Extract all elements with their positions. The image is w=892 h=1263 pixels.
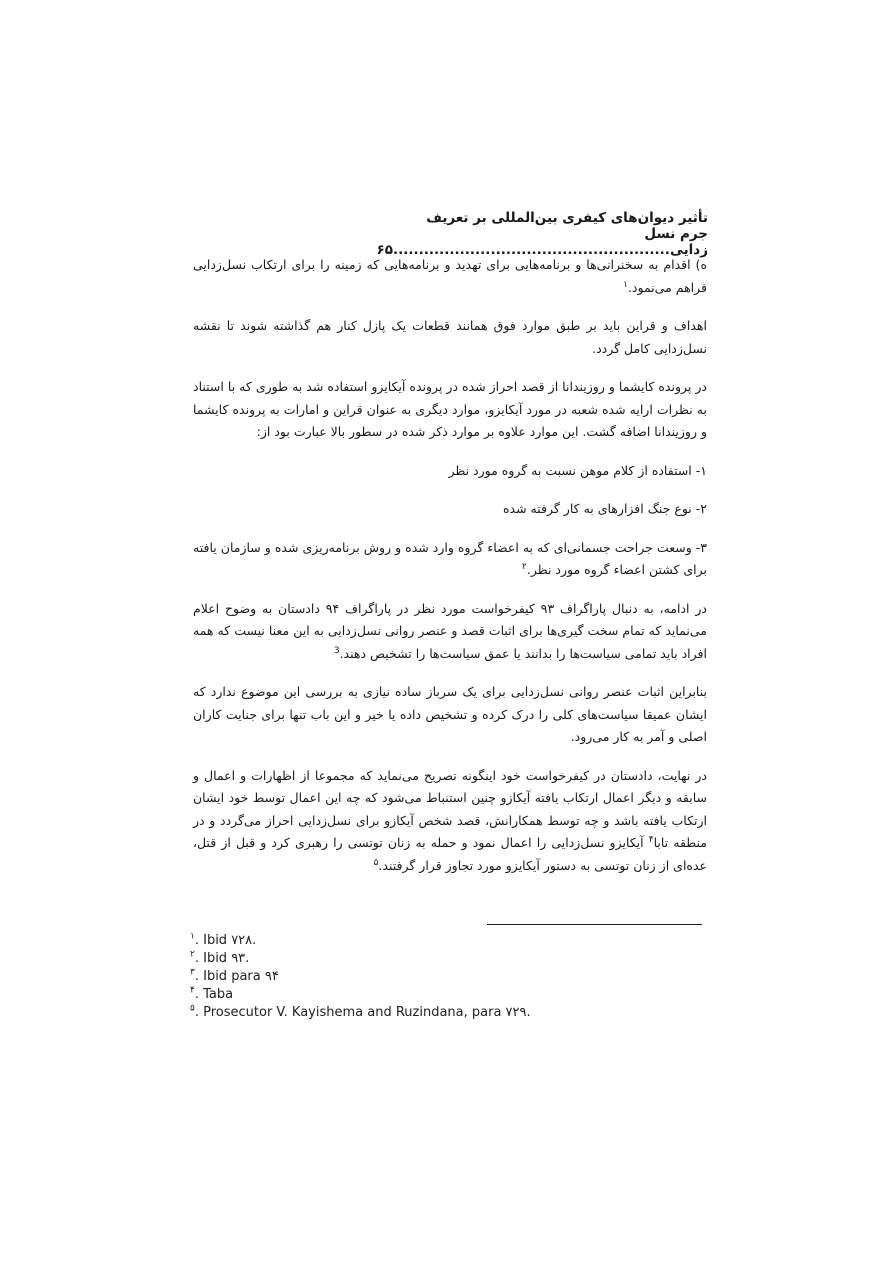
- page-number: ۶۵: [376, 242, 393, 258]
- paragraph-text-continued: آیکایزو نسل‌زدایی را اعمال نمود و حمله به زنان توتسی را رهبری کرد و قبل از قتل، عده‌ای از زنان توتسی به دستور آیکایزو مورد تجاوز قرار گرفتند.: [193, 835, 707, 873]
- paragraph-text: در نهایت، دادستان در کیفرخواست خود اینگونه تصریح می‌نماید که مجموعا از اظهارات و اعمال و سابقه و دیگر اعمال ارتکاب یافته آیکازو چنین استنباط می‌شود که چه این اعمال توسط خود ایشان ارتکاب یافته باشد و چه توسط همکارانش، قصد شخص آیکازو برای نسل‌زدایی احراز می‌گردد و در منطقه تابا: [193, 767, 708, 850]
- paragraph-text: ۳- وسعت جراحت جسمانی‌ای که به اعضاء گروه وارد شده و روش برنامه‌ریزی شده و سازمان یافته برای کشتن اعضاء گروه مورد نظر.: [193, 539, 707, 577]
- paragraph: [193, 598, 707, 666]
- footnote-ref[interactable]: ۵: [373, 857, 379, 868]
- footnote-text: . Prosecutor V. Kayishema and Ruzindana, para ۷۲۹.: [194, 1005, 531, 1020]
- footnote-mark: ۵: [190, 1003, 195, 1014]
- paragraph: [193, 315, 707, 360]
- paragraph-text: اهداف و قراین باید بر طبق موارد فوق همانند قطعات یک پازل کنار هم گذاشته شوند تا نقشه نسل‌زدایی کامل گردد.: [193, 318, 707, 356]
- footnote: [190, 950, 710, 968]
- footnote-ref[interactable]: ۴: [648, 834, 654, 845]
- footnotes: [190, 932, 710, 1022]
- paragraph-text: در پرونده کایشما و روزیندانا از قصد احراز شده در پرونده آیکایزو استفاده شد به طوری که با استناد به نظرات ارایه شده شعبه در مورد آیکایزو، موارد دیگری به عنوان قراین و امارات به پرونده کایشما و روزیندانا اضافه گشت. این موارد علاوه بر موارد ذکر شده در سطور بالا عبارت بود از:: [193, 379, 707, 439]
- paragraph-text: بنابراین اثبات عنصر روانی نسل‌زدایی برای یک سرباز ساده نیازی به بررسی این موضوع ندارد که ایشان عمیقا سیاست‌های کلی را درک کرده و تشخیص داده یا خیر و این باب تنها برای جنایت کاران اصلی و آمر به کار می‌رود.: [193, 684, 707, 744]
- paragraph-text: ه) اقدام به سخنرانی‌ها و برنامه‌هایی برای تهدید و برنامه‌هایی که زمینه را برای ارتکاب نسل‌زدایی فراهم می‌نمود.: [193, 257, 707, 295]
- header-title: تأثیر دیوان‌های کیفری بین‌المللی بر تعریف جرم نسل: [426, 210, 708, 242]
- footnote-text: . Ibid ۹۳.: [194, 951, 250, 966]
- paragraph-text: در ادامه، به دنبال پاراگراف ۹۳ کیفرخواست مورد نظر در پاراگراف ۹۴ دادستان به وضوح اعلام می‌نماید که تمام سخت گیری‌ها برای اثبات قصد و عنصر روانی نسل‌زدایی به این معنا نیست که همه افراد باید تمامی سیاست‌ها را بدانند یا عمق سیاست‌ها را تشخیص دهند.: [193, 600, 707, 661]
- footnote-separator: [487, 924, 702, 925]
- footnote: [190, 1004, 710, 1022]
- paragraph: [193, 376, 707, 444]
- list-item: [193, 498, 707, 521]
- footnote-mark: ۴: [190, 985, 195, 996]
- footnote-text: . Taba: [194, 987, 234, 1002]
- header-leader-dots: ......................................................: [393, 242, 670, 258]
- running-header: [376, 210, 708, 258]
- list-item-text: ۲- نوع جنگ افزارهای به کار گرفته شده: [502, 501, 707, 516]
- footnote-ref[interactable]: ۲: [522, 561, 527, 572]
- footnote-text: . Ibid para ۹۴: [194, 969, 279, 984]
- footnote-ref[interactable]: ۱: [623, 279, 628, 290]
- list-item: [193, 460, 707, 483]
- paragraph: [193, 681, 707, 749]
- body-text: [193, 254, 707, 893]
- footnote: [190, 968, 710, 986]
- footnote-ref[interactable]: 3: [333, 645, 340, 656]
- paragraph: [193, 765, 707, 878]
- header-title-continued: زدایی: [669, 242, 708, 258]
- paragraph: [193, 537, 707, 582]
- footnote-mark: ۳: [190, 967, 195, 978]
- footnote-mark: ۲: [190, 949, 195, 960]
- footnote: [190, 932, 710, 950]
- footnote-text: . Ibid ۷۲۸.: [194, 933, 257, 948]
- footnote-mark: ۱: [190, 931, 195, 942]
- footnote: [190, 986, 710, 1004]
- paragraph: [193, 254, 707, 299]
- list-item-text: ۱- استفاده از کلام موهن نسبت به گروه مورد نظر: [448, 462, 707, 478]
